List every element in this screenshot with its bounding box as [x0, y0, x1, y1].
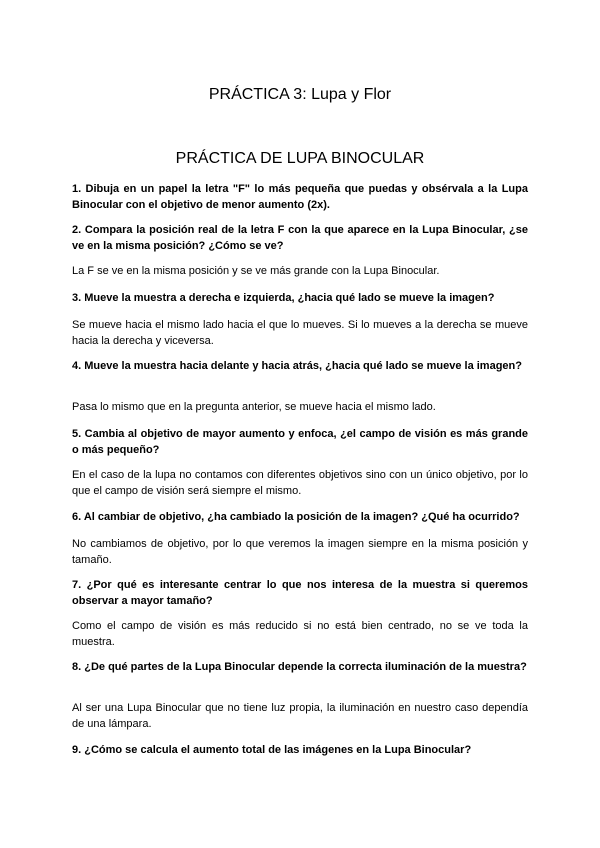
question-5: 5. Cambia al objetivo de mayor aumento y enfoca, ¿el campo de visión es más grande o más pequeño?: [72, 428, 528, 456]
document-title: PRÁCTICA 3: Lupa y Flor: [208, 86, 392, 103]
question-3: 3. Mueve la muestra a derecha e izquierda, ¿hacia qué lado se mueve la imagen?: [72, 292, 495, 304]
answer-4: Pasa lo mismo que en la pregunta anterior, se mueve hacia el mismo lado.: [72, 401, 436, 413]
question-4: 4. Mueve la muestra hacia delante y hacia atrás, ¿hacia qué lado se mueve la imagen?: [72, 360, 522, 372]
question-6: 6. Al cambiar de objetivo, ¿ha cambiado la posición de la imagen? ¿Qué ha ocurrido?: [72, 511, 520, 523]
question-7: 7. ¿Por qué es interesante centrar lo que nos interesa de la muestra si queremos observar a mayor tamaño?: [72, 579, 528, 607]
answer-7: Como el campo de visión es más reducido si no está bien centrado, no se ve toda la muestra.: [72, 620, 528, 648]
answer-3: Se mueve hacia el mismo lado hacia el que lo mueves. Si lo mueves a la derecha se mueve hacia la derecha y viceversa.: [72, 319, 528, 347]
answer-2: La F se ve en la misma posición y se ve más grande con la Lupa Binocular.: [72, 265, 440, 277]
question-1: 1. Dibuja en un papel la letra "F" lo más pequeña que puedas y obsérvala a la Lupa Binocular con el objetivo de menor aumento (2x).: [72, 183, 528, 211]
question-2: 2. Compara la posición real de la letra F con la que aparece en la Lupa Binocular, ¿se ve en la misma posición? ¿Cómo se ve?: [72, 224, 528, 252]
answer-5: En el caso de la lupa no contamos con diferentes objetivos sino con un único objetivo, por lo que el campo de visión será siempre el mismo.: [72, 469, 528, 497]
section-title: PRÁCTICA DE LUPA BINOCULAR: [175, 150, 425, 167]
question-8: 8. ¿De qué partes de la Lupa Binocular depende la correcta iluminación de la muestra?: [72, 661, 527, 673]
answer-8: Al ser una Lupa Binocular que no tiene luz propia, la iluminación en nuestro caso dependía de una lámpara.: [72, 702, 528, 730]
question-9: 9. ¿Cómo se calcula el aumento total de las imágenes en la Lupa Binocular?: [72, 744, 472, 756]
answer-6: No cambiamos de objetivo, por lo que veremos la imagen siempre en la misma posición y tamaño.: [72, 538, 528, 566]
